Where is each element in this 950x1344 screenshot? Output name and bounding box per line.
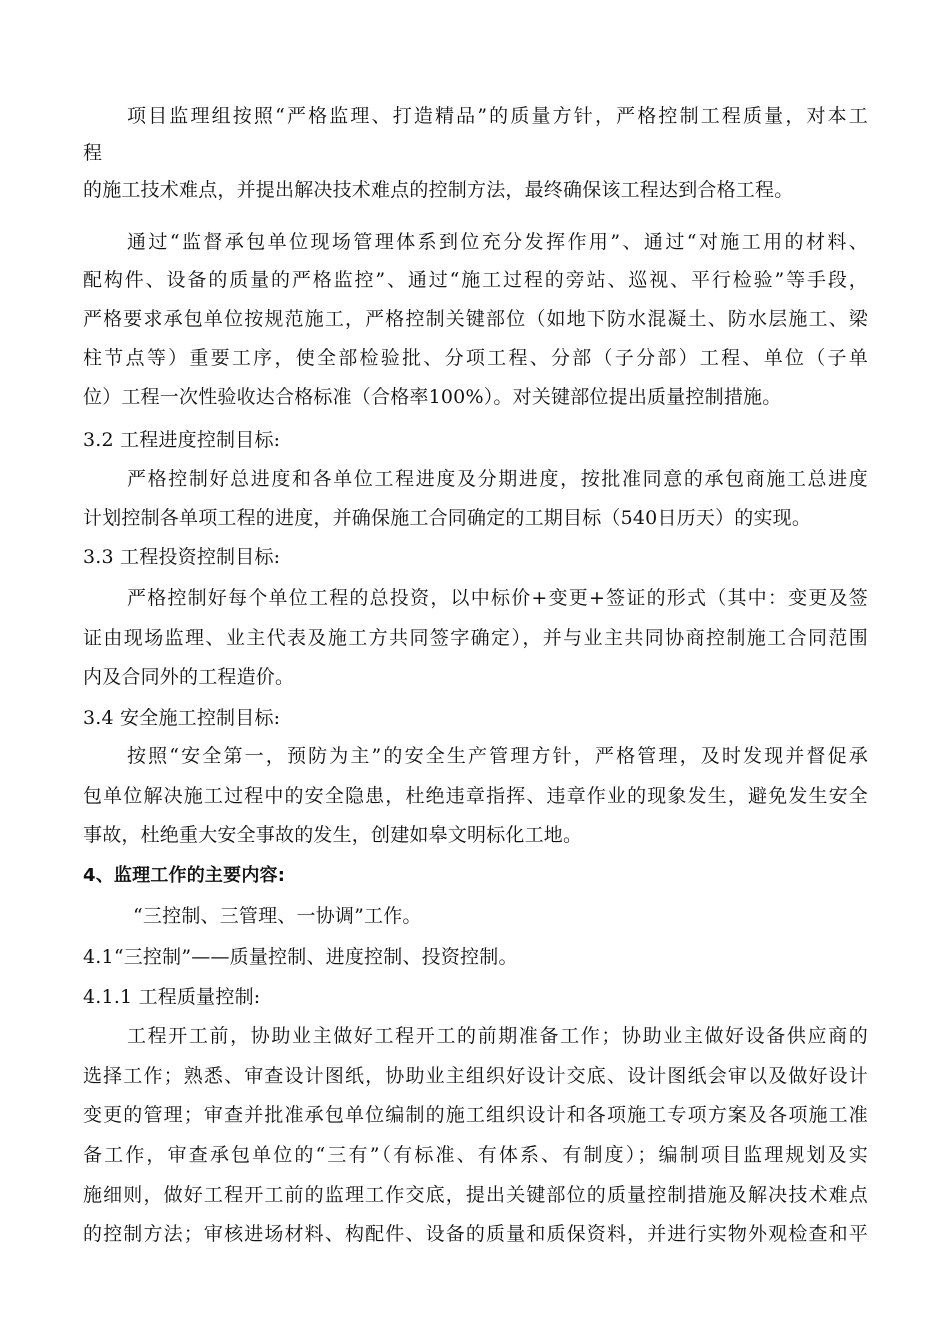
paragraph-line: 按照“安全第一，预防为主”的安全生产管理方针，严格管理，及时发现并督促承	[127, 745, 868, 767]
paragraph-line: 位）工程一次性验收达合格标准（合格率100%）。对关键部位提出质量控制措施。	[83, 386, 782, 408]
section-heading: 3.3 工程投资控制目标:	[83, 546, 281, 568]
paragraph-line: 程	[83, 142, 103, 164]
paragraph-line: 内及合同外的工程造价。	[83, 666, 295, 688]
paragraph-line: 变更的管理；审查并批准承包单位编制的施工组织设计和各项施工专项方案及各项施工准	[83, 1104, 868, 1126]
paragraph-line: 包单位解决施工过程中的安全隐患，杜绝违章指挥、违章作业的现象发生，避免发生安全	[83, 785, 868, 807]
paragraph-line: 柱节点等）重要工序，使全部检验批、分项工程、分部（子分部）工程、单位（子单	[83, 347, 868, 369]
paragraph-line: 选择工作；熟悉、审查设计图纸，协助业主组织好设计交底、设计图纸会审以及做好设计	[83, 1065, 868, 1087]
paragraph-line: 事故，杜绝重大安全事故的发生，创建如皋文明标化工地。	[83, 824, 583, 846]
paragraph-line: 严格控制好每个单位工程的总投资，以中标价+变更+签证的形式（其中：变更及签	[127, 587, 868, 609]
section-heading: 3.4 安全施工控制目标:	[83, 707, 281, 729]
paragraph-line: 备工作，审查承包单位的“三有”（有标准、有体系、有制度）；编制项目监理规划及实	[83, 1144, 868, 1166]
paragraph-line: 通过“监督承包单位现场管理体系到位充分发挥作用”、通过“对施工用的材料、	[127, 231, 868, 253]
paragraph-line: 严格要求承包单位按规范施工，严格控制关键部位（如地下防水混凝土、防水层施工、梁	[83, 308, 868, 330]
paragraph-line: 计划控制各单项工程的进度，并确保施工合同确定的工期目标（540日历天）的实现。	[83, 507, 812, 529]
section-heading: 3.2 工程进度控制目标:	[83, 429, 281, 451]
paragraph-line: 工程开工前，协助业主做好工程开工的前期准备工作；协助业主做好设备供应商的	[127, 1025, 868, 1047]
subsection-heading: 4.1“三控制”——质量控制、进度控制、投资控制。	[83, 946, 518, 968]
paragraph-line: 的施工技术难点，并提出解决技术难点的控制方法，最终确保该工程达到合格工程。	[83, 179, 794, 201]
paragraph-line: “三控制、三管理、一协调”工作。	[133, 905, 422, 927]
paragraph-line: 施细则，做好工程开工前的监理工作交底，提出关键部位的质量控制措施及解决技术难点	[83, 1184, 868, 1206]
paragraph-line: 的控制方法；审核进场材料、构配件、设备的质量和质保资料，并进行实物外观检查和平	[83, 1223, 868, 1245]
section-heading-bold: 4、监理工作的主要内容:	[83, 865, 286, 886]
subsection-heading: 4.1.1 工程质量控制:	[83, 986, 261, 1008]
paragraph-line: 项目监理组按照“严格监理、打造精品”的质量方针，严格控制工程质量，对本工	[127, 105, 868, 127]
paragraph-line: 证由现场监理、业主代表及施工方共同签字确定），并与业主共同协商控制施工合同范围	[83, 627, 868, 649]
paragraph-line: 严格控制好总进度和各单位工程进度及分期进度，按批准同意的承包商施工总进度	[127, 468, 868, 490]
paragraph-line: 配构件、设备的质量的严格监控”、通过“施工过程的旁站、巡视、平行检验”等手段，	[83, 269, 868, 291]
